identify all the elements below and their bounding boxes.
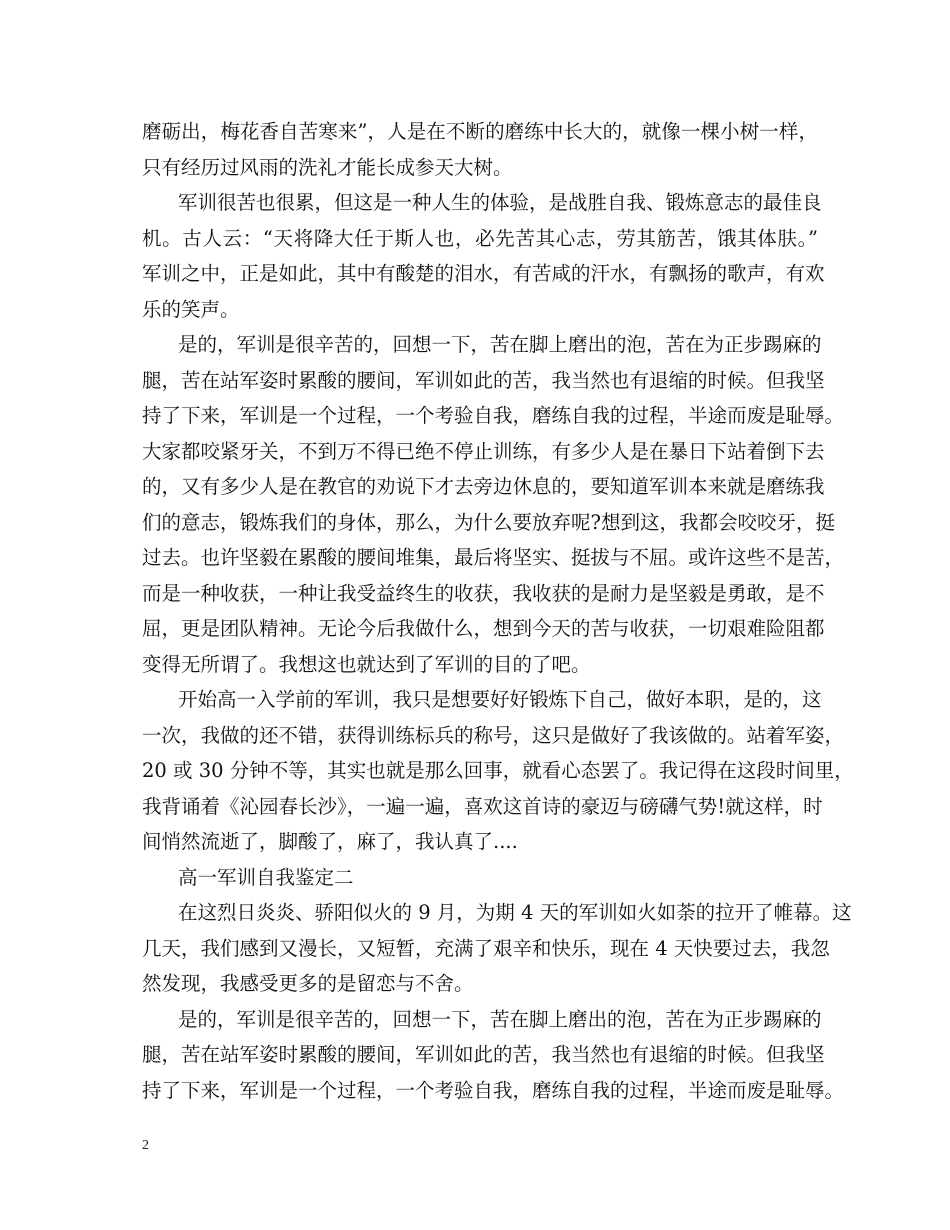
text-line: 20 或 30 分钟不等，其实也就是那么回事，就看心态罢了。我记得在这段时间里， bbox=[142, 759, 854, 782]
text-line: 磨砺出，梅花香自苦寒来”，人是在不断的磨练中长大的，就像一棵小树一样， bbox=[142, 120, 818, 143]
text-line: 而是一种收获，一种让我受益终生的收获，我收获的是耐力是坚毅是勇敢，是不 bbox=[142, 581, 825, 605]
text-line: 腿，苦在站军姿时累酸的腰间，军训如此的苦，我当然也有退缩的时候。但我坚 bbox=[142, 1043, 825, 1066]
text-line: 是的，军训是很辛苦的，回想一下，苦在脚上磨出的泡，苦在为正步踢麻的 bbox=[178, 333, 822, 356]
text-line: 然发现，我感受更多的是留恋与不舍。 bbox=[142, 972, 474, 995]
text-line: 我背诵着《沁园春长沙》，一遍一遍，喜欢这首诗的豪迈与磅礴气势!就这样，时 bbox=[142, 794, 823, 818]
text-line: 机。古人云：“天将降大任于斯人也，必先苦其心志，劳其筋苦，饿其体肤。” bbox=[142, 226, 818, 250]
page-number: 2 bbox=[142, 1138, 149, 1153]
text-line: 乐的笑声。 bbox=[142, 297, 240, 321]
text-line: 军训很苦也很累，但这是一种人生的体验，是战胜自我、锻炼意志的最佳良 bbox=[178, 191, 822, 214]
text-line: 的，又有多少人是在教官的劝说下才去旁边休息的，要知道军训本来就是磨练我 bbox=[142, 475, 825, 498]
text-line: 一次，我做的还不错，获得训练标兵的称号，这只是做好了我该做的。站着军姿， bbox=[142, 723, 845, 747]
text-line: 是的，军训是很辛苦的，回想一下，苦在脚上磨出的泡，苦在为正步踢麻的 bbox=[178, 1007, 822, 1031]
text-line: 大家都咬紧牙关，不到万不得已绝不停止训练，有多少人是在暴日下站着倒下去 bbox=[142, 439, 825, 463]
document-body bbox=[142, 114, 854, 1108]
text-line: 持了下来，军训是一个过程，一个考验自我，磨练自我的过程，半途而废是耻辱。 bbox=[142, 404, 845, 427]
text-line: 持了下来，军训是一个过程，一个考验自我，磨练自我的过程，半途而废是耻辱。 bbox=[142, 1078, 845, 1102]
text-line: 过去。也许坚毅在累酸的腰间堆集，最后将坚实、挺拔与不屈。或许这些不是苦， bbox=[142, 546, 845, 569]
text-line: 屈，更是团队精神。无论今后我做什么，想到今天的苦与收获，一切艰难险阻都 bbox=[142, 617, 825, 640]
text-line: 们的意志，锻炼我们的身体，那么，为什么要放弃呢?想到这，我都会咬咬牙，挺 bbox=[142, 510, 835, 534]
text-line: 开始高一入学前的军训，我只是想要好好锻炼下自己，做好本职，是的，这 bbox=[178, 688, 822, 711]
text-line: 在这烈日炎炎、骄阳似火的 9 月，为期 4 天的军训如火如荼的拉开了帷幕。这 bbox=[178, 901, 852, 924]
text-line: 几天，我们感到又漫长，又短暂，充满了艰辛和快乐，现在 4 天快要过去，我忽 bbox=[142, 936, 830, 960]
text-line: 腿，苦在站军姿时累酸的腰间，军训如此的苦，我当然也有退缩的时候。但我坚 bbox=[142, 368, 825, 392]
text-line: 间悄然流逝了，脚酸了，麻了，我认真了.... bbox=[142, 830, 518, 853]
text-line: 只有经历过风雨的洗礼才能长成参天大树。 bbox=[142, 155, 513, 179]
text-line: 军训之中，正是如此，其中有酸楚的泪水，有苦咸的汗水，有飘扬的歌声，有欢 bbox=[142, 262, 825, 285]
text-line: 变得无所谓了。我想这也就达到了军训的目的了吧。 bbox=[142, 652, 591, 676]
text-line: 高一军训自我鉴定二 bbox=[178, 865, 354, 889]
